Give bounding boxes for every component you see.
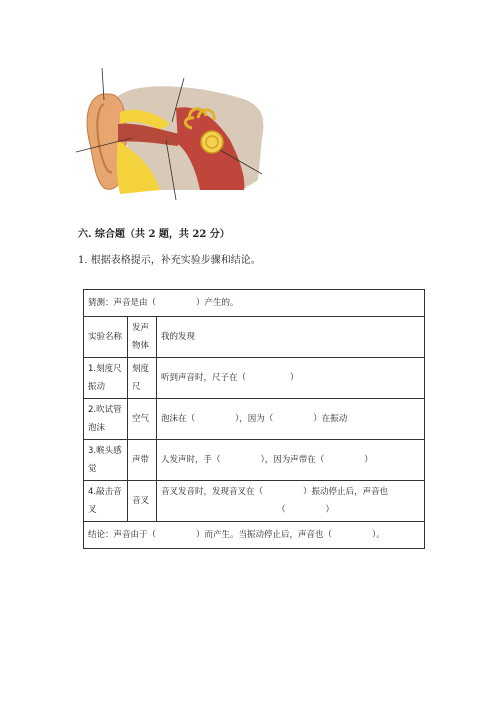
- experiment-table: [83, 289, 425, 549]
- row-finding: [157, 358, 425, 399]
- table-row: [84, 440, 425, 481]
- table-row-guess: [84, 290, 425, 317]
- finding-text: ），因为（: [235, 414, 274, 424]
- header-object: 发声物体: [128, 317, 157, 358]
- finding-text: ）振动停止后，声音也: [303, 487, 389, 497]
- cochlea: [201, 131, 223, 153]
- row-name: 3.喉头感觉: [84, 440, 128, 481]
- table-row: [84, 481, 425, 522]
- header-name: 实验名称: [84, 317, 128, 358]
- table-header-row: [84, 317, 425, 358]
- table-row: [84, 399, 425, 440]
- finding-text: （: [277, 505, 286, 515]
- finding-text: ），因为声带在（: [260, 455, 325, 465]
- row-object: 声带: [128, 440, 157, 481]
- row-name: 4.敲击音叉: [84, 481, 128, 522]
- row-object: 音叉: [128, 481, 157, 522]
- row-finding: [157, 440, 425, 481]
- table-row: [84, 358, 425, 399]
- conclusion-mid: ）而产生。当振动停止后，声音也（: [196, 530, 333, 540]
- row-name: 1.刻度尺振动: [84, 358, 128, 399]
- row-object: 刻度尺: [128, 358, 157, 399]
- conclusion-pre: 结论：声音由于（: [88, 530, 157, 540]
- row-name: 2.吹试管泡沫: [84, 399, 128, 440]
- finding-text: 泡沫在（: [161, 414, 196, 424]
- header-finding: 我的发现: [157, 317, 425, 358]
- row-finding: [157, 481, 425, 522]
- finding-text: 人发声时，手（: [161, 455, 221, 465]
- section-title: 六. 综合题（共 2 题，共 22 分）: [78, 229, 230, 240]
- finding-text: 听到声音时，尺子在（: [161, 373, 247, 383]
- row-finding: [157, 399, 425, 440]
- finding-text: ）: [364, 455, 373, 465]
- conclusion-post: ）。: [372, 530, 385, 540]
- finding-text: 音叉发音时，发现音叉在（: [161, 487, 264, 497]
- ear-anatomy-illustration: [0, 0, 500, 215]
- table-row-conclusion: [84, 522, 425, 549]
- guess-post: ）产生的。: [196, 298, 239, 308]
- finding-text: ）在振动: [313, 414, 348, 424]
- conclusion-cell: [84, 522, 425, 549]
- question-text: 1. 根据表格提示，补充实验步骤和结论。: [78, 255, 261, 266]
- guess-pre: 猜测：声音是由（: [88, 298, 157, 308]
- guess-cell: [84, 290, 425, 317]
- finding-text: ）: [325, 505, 335, 515]
- finding-text: ）: [290, 373, 299, 383]
- row-object: 空气: [128, 399, 157, 440]
